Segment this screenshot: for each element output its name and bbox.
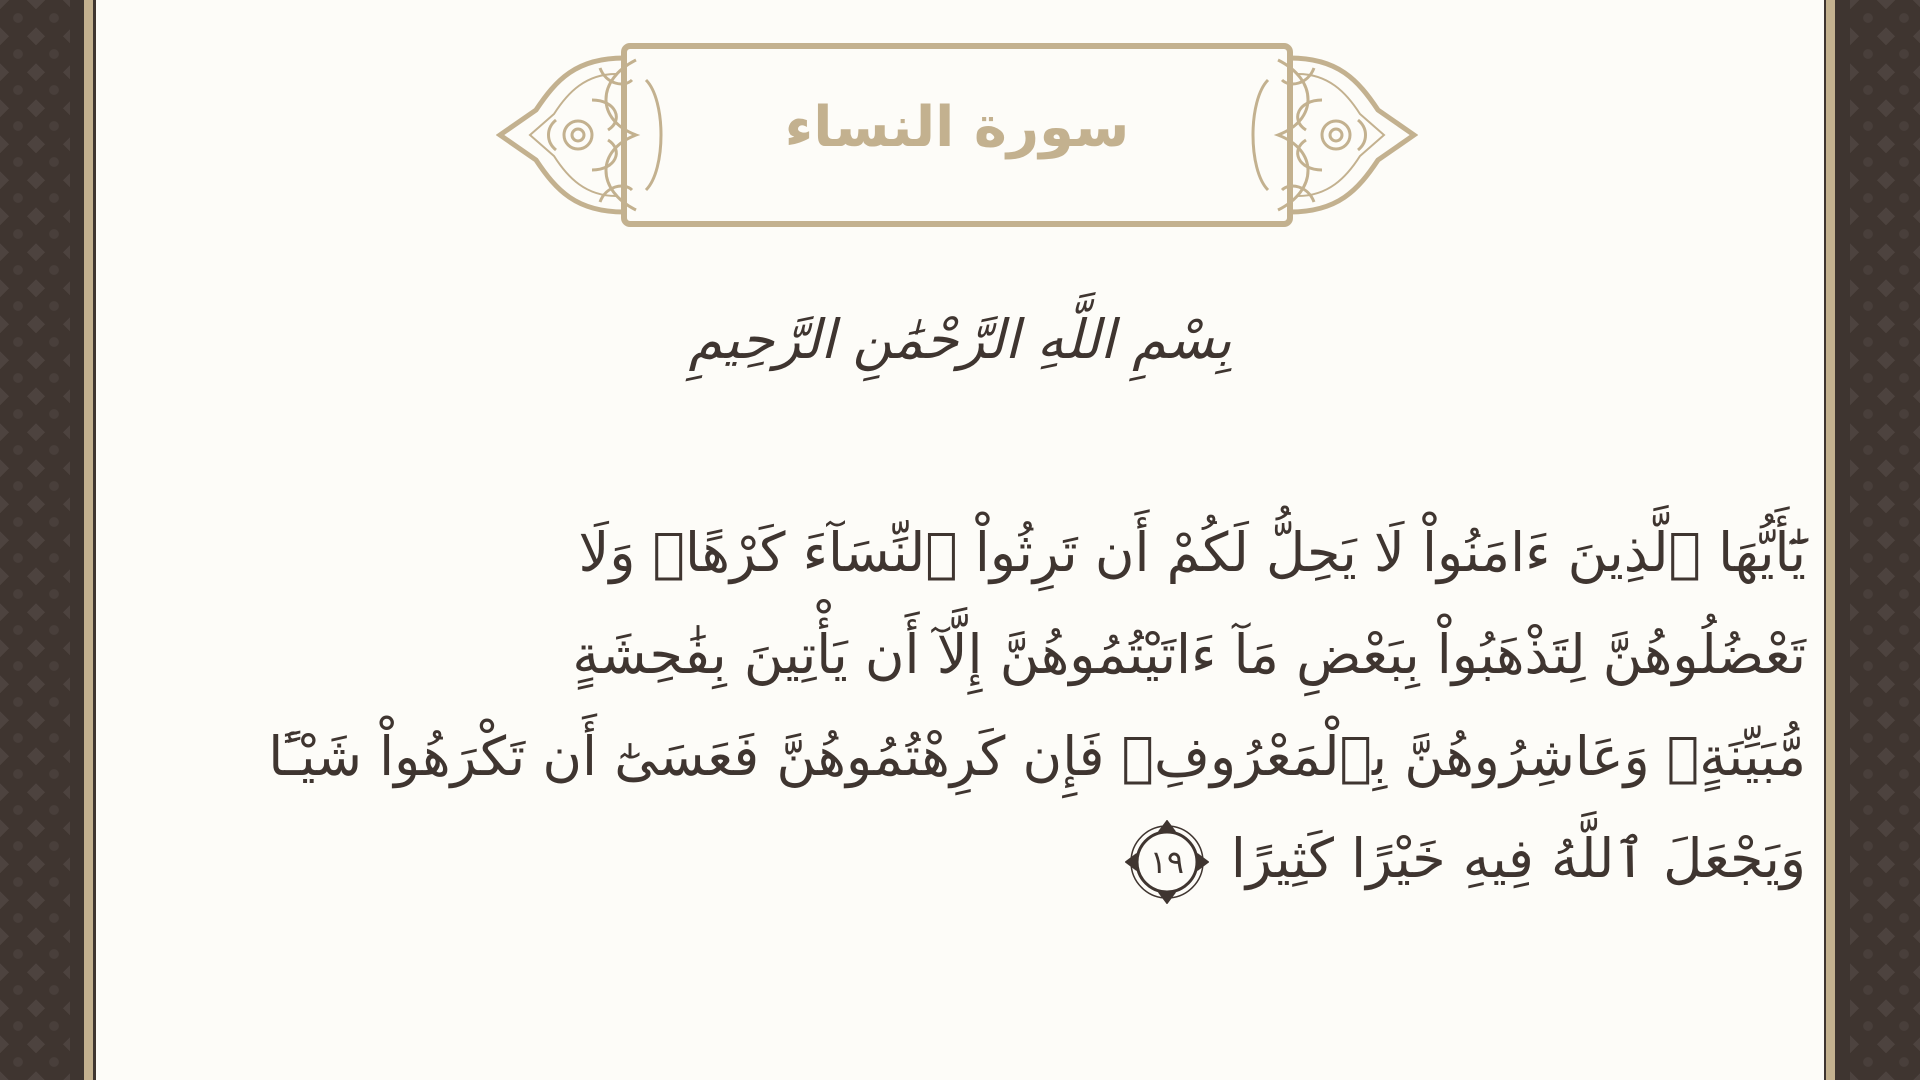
surah-title-frame	[496, 40, 1418, 230]
verse-line: تَعْضُلُوهُنَّ لِتَذْهَبُواْ بِبَعْضِ مَآ ءَاتَيْتُمُوهُنَّ إِلَّآ أَن يَأْتِينَ بِفَٰحِشَةٍ	[572, 623, 1806, 686]
left-gold-rule	[84, 0, 93, 1080]
right-decorative-border	[1850, 0, 1920, 1080]
surah-title: سورة النساء	[784, 95, 1130, 160]
mushaf-page	[96, 0, 1824, 1080]
left-decorative-border	[0, 0, 70, 1080]
right-gold-rule	[1826, 0, 1835, 1080]
verse-line-last	[96, 808, 1806, 910]
basmala-calligraphy: بِسْمِ اللَّهِ الرَّحْمَٰنِ الرَّحِيمِ	[688, 308, 1232, 371]
ayah-marker	[1125, 820, 1209, 904]
verse-line: يَٰٓأَيُّهَا ٱلَّذِينَ ءَامَنُواْ لَا يَحِلُّ لَكُمْ أَن تَرِثُواْ ٱلنِّسَآءَ كَرْهًاۖ وَلَا	[578, 521, 1806, 584]
verse-line-text: وَيَجْعَلَ ٱللَّهُ فِيهِ خَيْرًا كَثِيرًا	[1230, 827, 1806, 890]
ayah-number: ١٩	[1149, 843, 1185, 882]
verse-text-block	[96, 502, 1806, 910]
verse-line: مُّبَيِّنَةٍۚ وَعَاشِرُوهُنَّ بِٱلْمَعْرُوفِۚ فَإِن كَرِهْتُمُوهُنَّ فَعَسَىٰٓ أَن تَكْرَهُواْ شَيْـًٔا	[268, 725, 1806, 788]
